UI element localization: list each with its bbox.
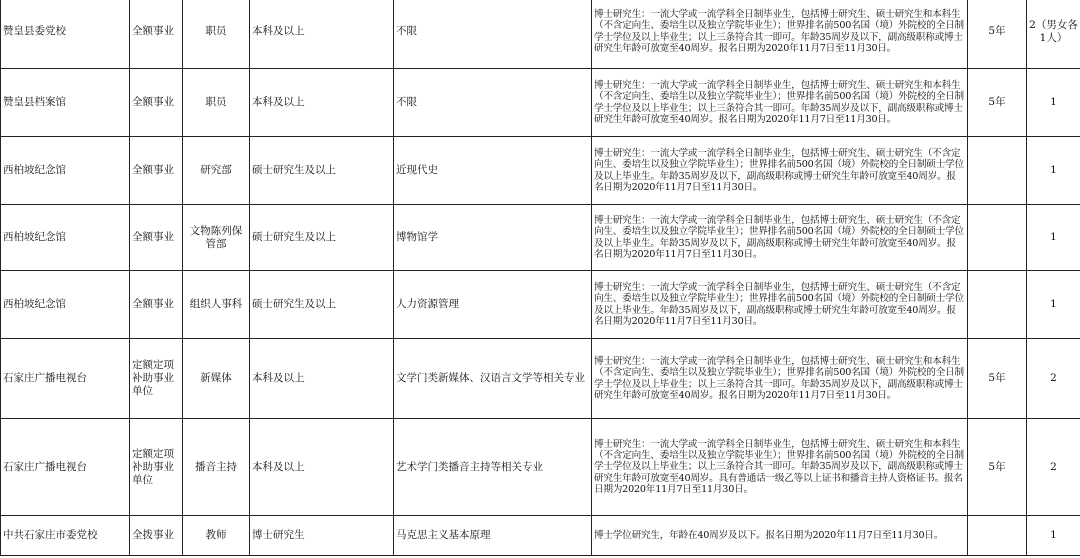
nature-cell: 全额事业 xyxy=(130,205,183,271)
unit-cell: 石家庄广播电视台 xyxy=(1,339,130,419)
nature-cell: 全额事业 xyxy=(130,69,183,137)
table-row xyxy=(1,0,1080,69)
post-cell: 教师 xyxy=(183,516,250,556)
term-cell xyxy=(968,516,1027,556)
post-cell: 职员 xyxy=(183,69,250,137)
term-cell xyxy=(968,137,1027,205)
post-cell: 新媒体 xyxy=(183,339,250,419)
major-cell: 文学门类新媒体、汉语言文学等相关专业 xyxy=(394,339,592,419)
count-cell: 1 xyxy=(1027,137,1080,205)
table-row xyxy=(1,137,1080,205)
post-cell: 职员 xyxy=(183,0,250,69)
term-cell: 5年 xyxy=(968,339,1027,419)
unit-cell: 赞皇县档案馆 xyxy=(1,69,130,137)
post-cell: 组织人事科 xyxy=(183,271,250,339)
major-cell: 人力资源管理 xyxy=(394,271,592,339)
major-cell: 马克思主义基本原理 xyxy=(394,516,592,556)
nature-cell: 全额事业 xyxy=(130,137,183,205)
nature-cell: 全拨事业 xyxy=(130,516,183,556)
unit-cell: 中共石家庄市委党校 xyxy=(1,516,130,556)
count-cell: 2 xyxy=(1027,419,1080,516)
post-cell: 播音主持 xyxy=(183,419,250,516)
requirement-cell: 博士研究生：一流大学或一流学科全日制毕业生，包括博士研究生、硕士研究生和本科生（不含定向生、委培生以及独立学院毕业生）；世界排名前500名国（境）外院校的全日制学士学位及以上毕业生；以上三条符合其一即可。年龄35周岁及以下，副高级职称或博士研究生年龄可放宽至40周岁。报名日期为2020年11月7日至11月30日。 xyxy=(592,339,968,419)
nature-cell: 全额事业 xyxy=(130,271,183,339)
education-cell: 硕士研究生及以上 xyxy=(250,205,394,271)
term-cell: 5年 xyxy=(968,419,1027,516)
term-cell xyxy=(968,271,1027,339)
education-cell: 博士研究生 xyxy=(250,516,394,556)
count-cell: 1 xyxy=(1027,516,1080,556)
unit-cell: 西柏坡纪念馆 xyxy=(1,271,130,339)
count-cell: 2（男女各1人） xyxy=(1027,0,1080,69)
requirement-cell: 博士研究生：一流大学或一流学科全日制毕业生，包括博士研究生、硕士研究生和本科生（不含定向生、委培生以及独立学院毕业生）；世界排名前500名国（境）外院校的全日制学士学位及以上毕业生；以上三条符合其一即可。年龄35周岁及以下，副高级职称或博士研究生年龄可放宽至40周岁。报名日期为2020年11月7日至11月30日。 xyxy=(592,69,968,137)
unit-cell: 西柏坡纪念馆 xyxy=(1,205,130,271)
term-cell xyxy=(968,205,1027,271)
table-row xyxy=(1,419,1080,516)
education-cell: 本科及以上 xyxy=(250,69,394,137)
education-cell: 本科及以上 xyxy=(250,419,394,516)
requirement-cell: 博士研究生：一流大学或一流学科全日制毕业生，包括博士研究生、硕士研究生和本科生（不含定向生、委培生以及独立学院毕业生）；世界排名前500名国（境）外院校的全日制学士学位及以上毕业生；以上三条符合其一即可。年龄35周岁及以下，副高级职称或博士研究生年龄可放宽至40周岁。报名日期为2020年11月7日至11月30日。 xyxy=(592,0,968,69)
nature-cell: 全额事业 xyxy=(130,0,183,69)
nature-cell: 定额定项补助事业单位 xyxy=(130,419,183,516)
education-cell: 本科及以上 xyxy=(250,0,394,69)
count-cell: 1 xyxy=(1027,271,1080,339)
count-cell: 2 xyxy=(1027,339,1080,419)
major-cell: 近现代史 xyxy=(394,137,592,205)
table-row xyxy=(1,516,1080,556)
major-cell: 不限 xyxy=(394,0,592,69)
requirement-cell: 博士研究生：一流大学或一流学科全日制毕业生，包括博士研究生、硕士研究生和本科生（不含定向生、委培生以及独立学院毕业生）；世界排名前500名国（境）外院校的全日制学士学位及以上毕业生；以上三条符合其一即可。年龄35周岁及以下，副高级职称或博士研究生年龄可放宽至40周岁。具有普通话一级乙等以上证书和播音主持人资格证书。报名日期为2020年11月7日至11月30日。 xyxy=(592,419,968,516)
term-cell: 5年 xyxy=(968,69,1027,137)
term-cell: 5年 xyxy=(968,0,1027,69)
education-cell: 本科及以上 xyxy=(250,339,394,419)
table-row xyxy=(1,271,1080,339)
unit-cell: 赞皇县委党校 xyxy=(1,0,130,69)
major-cell: 艺术学门类播音主持等相关专业 xyxy=(394,419,592,516)
requirement-cell: 博士学位研究生，年龄在40周岁及以下。报名日期为2020年11月7日至11月30日。 xyxy=(592,516,968,556)
requirement-cell: 博士研究生：一流大学或一流学科全日制毕业生，包括博士研究生、硕士研究生（不含定向生、委培生以及独立学院毕业生）；世界排名前500名国（境）外院校的全日制硕士学位及以上毕业生。年龄35周岁及以下，副高级职称或博士研究生年龄可放宽至40周岁。报名日期为2020年11月7日至11月30日。 xyxy=(592,205,968,271)
education-cell: 硕士研究生及以上 xyxy=(250,137,394,205)
requirement-cell: 博士研究生：一流大学或一流学科全日制毕业生，包括博士研究生、硕士研究生（不含定向生、委培生以及独立学院毕业生）；世界排名前500名国（境）外院校的全日制硕士学位及以上毕业生。年龄35周岁及以下，副高级职称或博士研究生年龄可放宽至40周岁。报名日期为2020年11月7日至11月30日。 xyxy=(592,271,968,339)
table-row xyxy=(1,339,1080,419)
education-cell: 硕士研究生及以上 xyxy=(250,271,394,339)
table-row xyxy=(1,205,1080,271)
table-row xyxy=(1,69,1080,137)
count-cell: 1 xyxy=(1027,205,1080,271)
major-cell: 博物馆学 xyxy=(394,205,592,271)
count-cell: 1 xyxy=(1027,69,1080,137)
post-cell: 文物陈列保管部 xyxy=(183,205,250,271)
nature-cell: 定额定项补助事业单位 xyxy=(130,339,183,419)
unit-cell: 石家庄广播电视台 xyxy=(1,419,130,516)
requirement-cell: 博士研究生：一流大学或一流学科全日制毕业生，包括博士研究生、硕士研究生（不含定向生、委培生以及独立学院毕业生）；世界排名前500名国（境）外院校的全日制硕士学位及以上毕业生。年龄35周岁及以下，副高级职称或博士研究生年龄可放宽至40周岁。报名日期为2020年11月7日至11月30日。 xyxy=(592,137,968,205)
major-cell: 不限 xyxy=(394,69,592,137)
unit-cell: 西柏坡纪念馆 xyxy=(1,137,130,205)
post-cell: 研究部 xyxy=(183,137,250,205)
